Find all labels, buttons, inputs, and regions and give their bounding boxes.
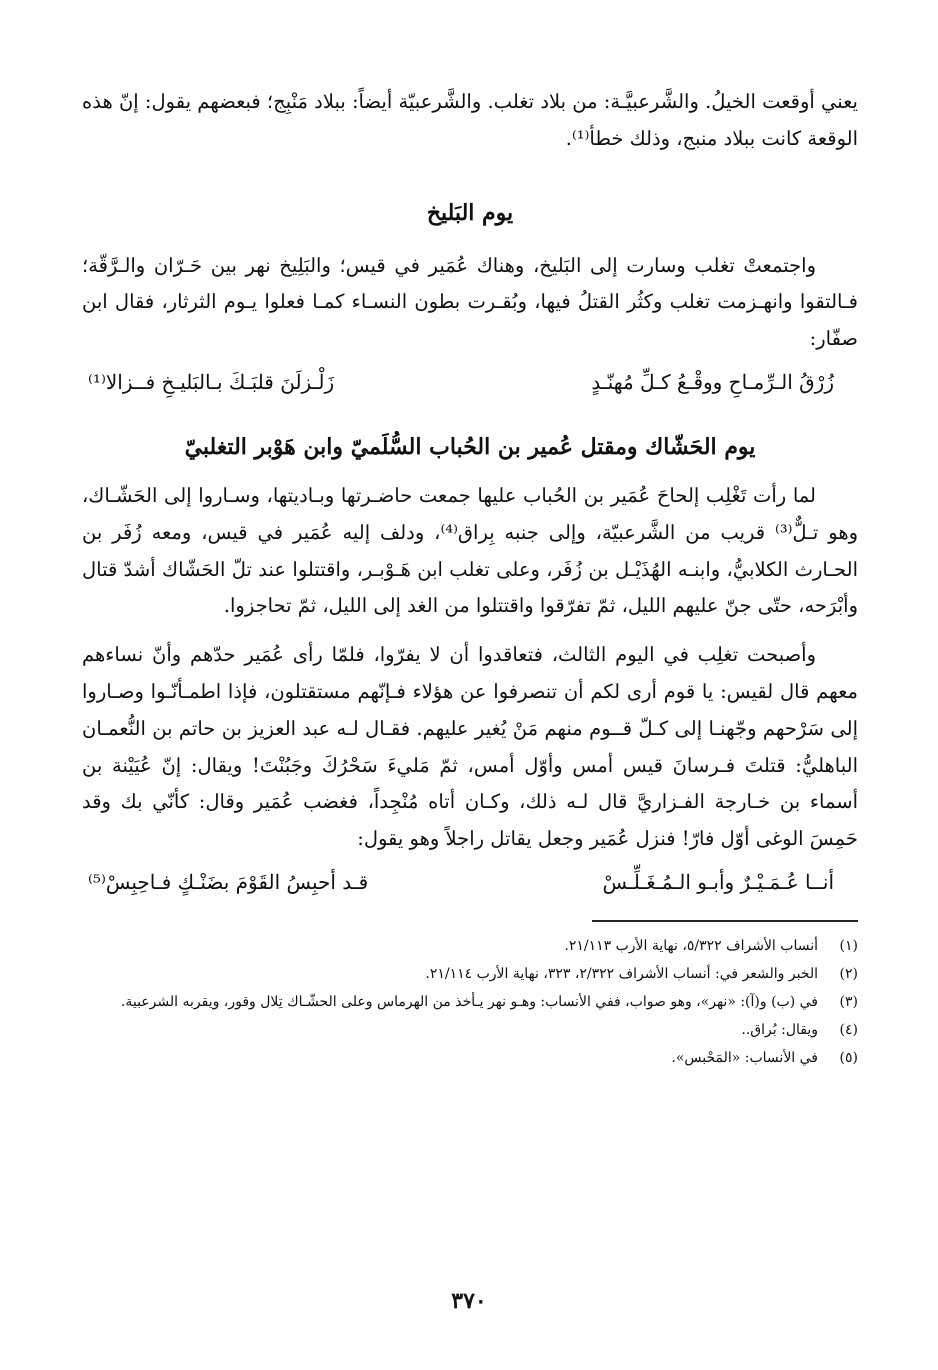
footnote-number: (٤) [839, 1021, 858, 1038]
footnote [82, 934, 858, 958]
footnote [82, 962, 858, 986]
hashshak-paragraph-2: وأصبحت تغلِب في اليوم الثالث، فتعاقدوا أن لا يفرّوا، فلمّا رأى عُمَير حدّهم وأنّ نساءهم معهم قال لقيس: يا قوم أرى لكم أن تنصرفوا عن هؤلاء فـإنّهم مستقتلون، فإذا اطمـأنّـوا وصـاروا إلى سَرْحهم وجّهنـا إلى كـلّ قــوم منهم مَنْ يُغير عليهم. فقـال لـه عبد العزيز بن حاتم بن النُّعمـان الباهليُّ: قتلتَ فـرسانَ قيس أمس وأوّل أمس، ثمّ مَليءَ سَحْرُكَ وجَبُنْتَ! ويقال: إنّ عُيَيْنة بن أسماء بن خـارجة الفـزاريَّ قال لـه ذلك، وكـان أتاه مُنْجِداً، فغضب عُمَير وقال: كأنّي بك وقد حَمِسَ الوغى أوّل فارّ! فنزل عُمَير وجعل يقاتل راجلاً وهو يقول: [82, 643, 858, 851]
footnote [82, 1018, 858, 1042]
footnote-number: (١) [839, 937, 858, 954]
footnote-number: (٥) [839, 1049, 858, 1066]
footnote-text: ويقال: بُراق.. [741, 1021, 818, 1038]
footnote-number: (٢) [839, 965, 858, 982]
paragraph-gap [82, 625, 858, 637]
footnote-text: في الأنساب: «المَحْبس». [671, 1049, 818, 1066]
footnote-number: (٣) [839, 993, 858, 1010]
page-content [82, 84, 858, 1074]
verse-first-hemistich: أنــا عُـمَـيْـرٌ وأبـو الـمُـغَـلِّـسْ [602, 869, 834, 894]
verse-umayr [82, 862, 858, 902]
verse-second-hemistich: زَلْـزلَنَ قلبَـكَ بـالبَليـخِ فــزالا⁽¹⁾ [88, 369, 335, 394]
footnote-divider [592, 920, 858, 922]
verse-first-hemistich: زُرْقُ الـرِّمـاحِ ووقْـعُ كـلِّ مُهنّـدٍ [591, 369, 834, 394]
section-title-hashshak: يوم الحَشّاك ومقتل عُمير بن الحُباب السُّلَميّ وابن هَوْبر التغلبيّ [184, 433, 756, 460]
verse-balikh [82, 362, 858, 402]
footnote [82, 990, 858, 1014]
footnote-text: في (ب) و(آ): «نهر»، وهو صواب، ففي الأنساب: وهـو نهر يـأخذ من الهرماس وعلى الحشّـاك تِلال وقور، ويقربه الشرعبية. [120, 993, 818, 1010]
footnote [82, 1046, 858, 1070]
section-title-balikh: يوم البَليخ [426, 199, 514, 226]
footnotes [82, 934, 858, 1070]
balikh-paragraph: واجتمعتْ تغلب وسارت إلى البَليخ، وهناك عُمَير في قيس؛ والبَلِيخ نهر بين حَـرّان والـرَّقّة؛ فـالتقوا وانهـزمت تغلب وكثُر القتلُ فيها، وبُقـرت بطون النسـاء كمـا فعلوا يـوم الثرثار، فقال ابن صفّار: [82, 253, 858, 351]
footnote-text: الخبر والشعر في: أنساب الأشراف ٢/٣٢٢، ٣٢٣، نهاية الأرب ٢١/١١٤. [425, 965, 818, 982]
footnote-text: أنساب الأشراف ٥/٣٢٢، نهاية الأرب ٢١/١١٣. [564, 937, 818, 954]
page-number: ٣٧٠ [451, 1288, 487, 1314]
verse-second-hemistich: قـد أحبِسُ القَوْمَ بضَنْـكٍ فـاحِبِسْ⁽⁵⁾ [88, 869, 369, 894]
intro-paragraph: يعني أوقعت الخيلُ. والشَّرعبيَّـة: من بلاد تغلب. والشَّرعبيّة أيضاً: ببلاد مَنْبِج؛ فبعضهم يقول: إنّ هذه الوقعة كانت ببلاد منبج، وذلك خطأ⁽¹⁾. [82, 90, 858, 150]
hashshak-paragraph-1: لما رأت تَغْلِب إلحاحَ عُمَير بن الحُباب عليها جمعت حاضـرتها وبـاديتها، وسـاروا إلى الحَشّـاك، وهو تـلٌّ⁽³⁾ قريب من الشَّرعبيّة، وإلى جنبه بِراق⁽⁴⁾، ودلف إليه عُمَير في قيس، ومعه زُفَر بن الحـارث الكلابيُّ، وابنـه الهُذَيْـل بن زُفَر، وعلى تغلب ابن هَـوْبـر، واقتتلوا عند تلّ الحَشّاك أشدّ قتال وأبْرَحه، حتّى جنّ عليهم الليل، ثمّ تفرّقوا واقتتلوا من الغد إلى الليل، ثمّ تحاجزوا. [82, 483, 859, 618]
